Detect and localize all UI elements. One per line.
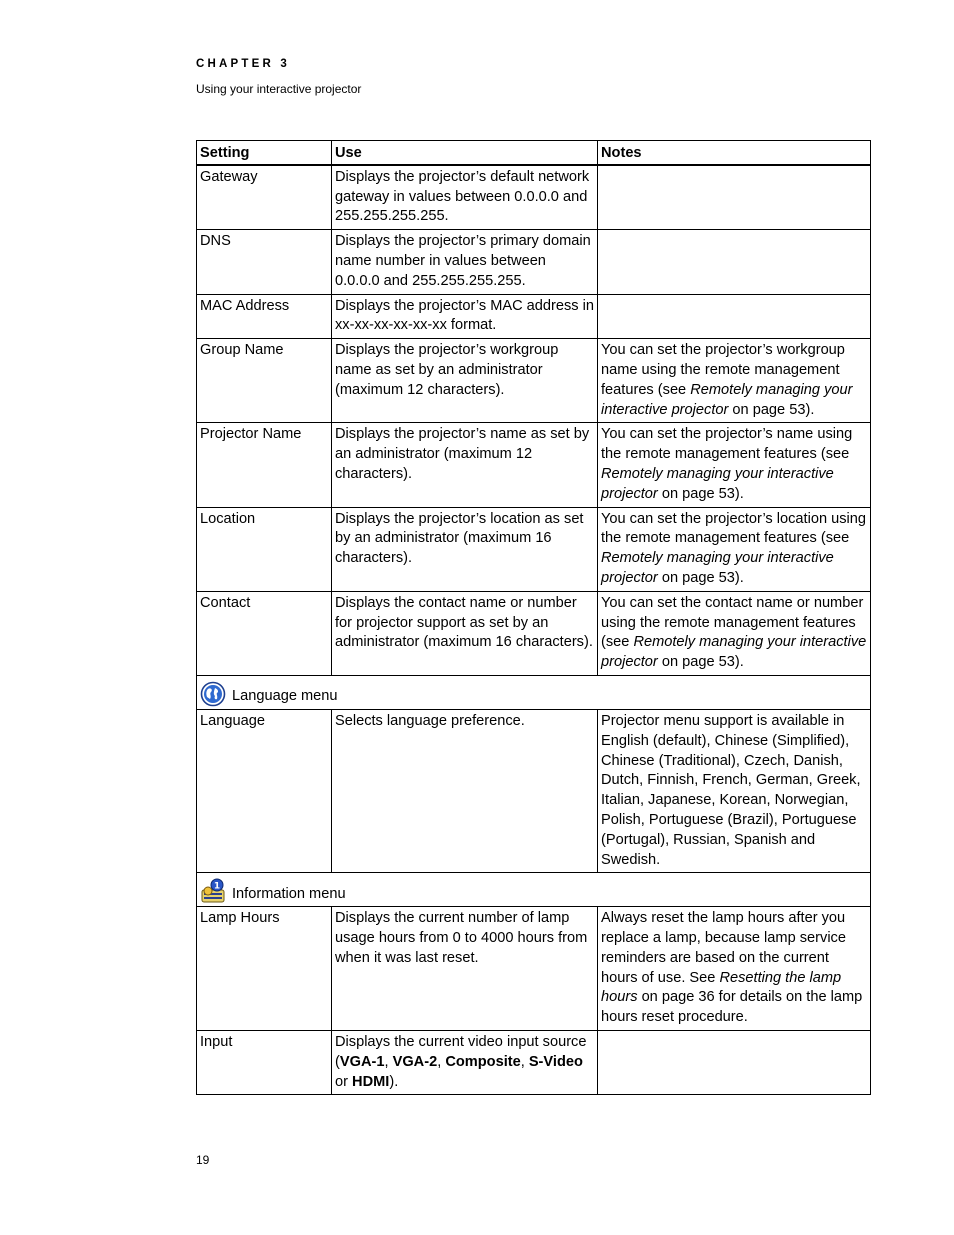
notes-text: on page 53). bbox=[728, 401, 815, 418]
table-row bbox=[197, 339, 871, 423]
notes-text: on page 36 for details on the lamp hours reset procedure. bbox=[601, 989, 863, 1026]
setting-cell: Contact bbox=[197, 591, 332, 675]
notes-text: You can set the projector’s location using the remote management features (see bbox=[601, 510, 867, 547]
separator: , bbox=[520, 1053, 529, 1070]
information-section-row bbox=[197, 873, 871, 907]
notes-cell bbox=[598, 423, 871, 507]
notes-text: You can set the contact name or number using the remote management features (see bbox=[601, 594, 864, 651]
chapter-heading: CHAPTER 3 bbox=[196, 58, 290, 70]
separator: , bbox=[437, 1053, 446, 1070]
input-option-composite: Composite bbox=[445, 1053, 521, 1070]
use-text: Displays the current video input source ( bbox=[335, 1034, 587, 1070]
notes-text: on page 53). bbox=[657, 485, 744, 502]
notes-text: Always reset the lamp hours after you replace a lamp, because lamp service reminders are based on the current hours of use. See bbox=[601, 910, 846, 986]
input-option-vga1: VGA-1 bbox=[339, 1053, 385, 1070]
table-row bbox=[197, 907, 871, 1031]
setting-cell: Projector Name bbox=[197, 423, 332, 507]
notes-text: You can set the projector’s name using the remote management features (see bbox=[601, 426, 853, 463]
notes-cell bbox=[598, 907, 871, 1031]
notes-cell: Projector menu support is available in English (default), Chinese (Simplified), Chinese (Traditional), Czech, Danish, Dutch, Finnish, French, German, Greek, Italian, Japanese, Korean, Norwegian, Polish, Portuguese (Brazil), Portuguese (Portugal), Russian, Spanish and Swedish. bbox=[598, 709, 871, 872]
cross-reference-link: Resetting the lamp hours bbox=[601, 969, 842, 1006]
input-option-vga2: VGA-2 bbox=[392, 1053, 438, 1070]
use-cell: Displays the projector’s name as set by an administrator (maximum 12 characters). bbox=[332, 423, 598, 507]
notes-cell bbox=[598, 507, 871, 591]
table-row bbox=[197, 423, 871, 507]
notes-cell bbox=[598, 339, 871, 423]
notes-text: on page 53). bbox=[657, 654, 744, 671]
setting-cell: DNS bbox=[197, 230, 332, 294]
section-header bbox=[197, 675, 871, 709]
setting-cell: Group Name bbox=[197, 339, 332, 423]
setting-cell: Gateway bbox=[197, 165, 332, 230]
use-cell: Selects language preference. bbox=[332, 709, 598, 872]
table-row bbox=[197, 165, 871, 230]
separator: or bbox=[335, 1073, 353, 1090]
globe-icon bbox=[200, 681, 226, 707]
input-option-hdmi: HDMI bbox=[352, 1073, 390, 1090]
column-header-notes: Notes bbox=[598, 141, 871, 165]
use-cell: Displays the projector’s workgroup name as set by an administrator (maximum 12 characters). bbox=[332, 339, 598, 423]
cross-reference-link: Remotely managing your interactive projector bbox=[601, 381, 853, 418]
separator: , bbox=[384, 1053, 393, 1070]
section-header bbox=[197, 873, 871, 907]
notes-cell bbox=[598, 1031, 871, 1095]
use-cell bbox=[332, 1031, 598, 1095]
table-row bbox=[197, 591, 871, 675]
setting-cell: MAC Address bbox=[197, 294, 332, 339]
use-cell: Displays the projector’s location as set by an administrator (maximum 16 characters). bbox=[332, 507, 598, 591]
notes-cell bbox=[598, 294, 871, 339]
use-cell: Displays the projector’s MAC address in xx-xx-xx-xx-xx-xx format. bbox=[332, 294, 598, 339]
table-header-row bbox=[197, 141, 871, 165]
chapter-subtitle: Using your interactive projector bbox=[196, 82, 362, 96]
info-icon-badge: 1 bbox=[213, 881, 221, 892]
table-row bbox=[197, 507, 871, 591]
language-section-row bbox=[197, 675, 871, 709]
notes-cell bbox=[598, 591, 871, 675]
use-cell: Displays the projector’s default network gateway in values between 0.0.0.0 and 255.255.255.255. bbox=[332, 165, 598, 230]
section-title: Language menu bbox=[232, 688, 338, 705]
use-cell: Displays the current number of lamp usage hours from 0 to 4000 hours from when it was last reset. bbox=[332, 907, 598, 1031]
table-row bbox=[197, 709, 871, 872]
notes-cell bbox=[598, 230, 871, 294]
info-icon bbox=[200, 878, 226, 904]
input-option-svideo: S-Video bbox=[528, 1053, 583, 1070]
use-cell: Displays the contact name or number for projector support as set by an administrator (maximum 16 characters). bbox=[332, 591, 598, 675]
column-header-use: Use bbox=[332, 141, 598, 165]
setting-cell: Location bbox=[197, 507, 332, 591]
column-header-setting: Setting bbox=[197, 141, 332, 165]
notes-cell bbox=[598, 165, 871, 230]
notes-text: You can set the projector’s workgroup name using the remote management features (see bbox=[601, 342, 845, 398]
cross-reference-link: Remotely managing your interactive projector bbox=[601, 550, 834, 586]
section-title: Information menu bbox=[232, 885, 346, 902]
page-number: 19 bbox=[196, 1153, 210, 1167]
cross-reference-link: Remotely managing your interactive projector bbox=[601, 465, 834, 502]
cross-reference-link: Remotely managing your interactive projector bbox=[601, 634, 867, 671]
setting-cell: Lamp Hours bbox=[197, 907, 332, 1031]
setting-cell: Input bbox=[197, 1031, 332, 1095]
setting-cell: Language bbox=[197, 709, 332, 872]
use-cell: Displays the projector’s primary domain name number in values between 0.0.0.0 and 255.255.255.255. bbox=[332, 230, 598, 294]
notes-text: on page 53). bbox=[657, 569, 744, 586]
settings-table bbox=[196, 140, 871, 1095]
table-row bbox=[197, 294, 871, 339]
table-row bbox=[197, 230, 871, 294]
table-row bbox=[197, 1031, 871, 1095]
use-text: ). bbox=[389, 1073, 399, 1090]
